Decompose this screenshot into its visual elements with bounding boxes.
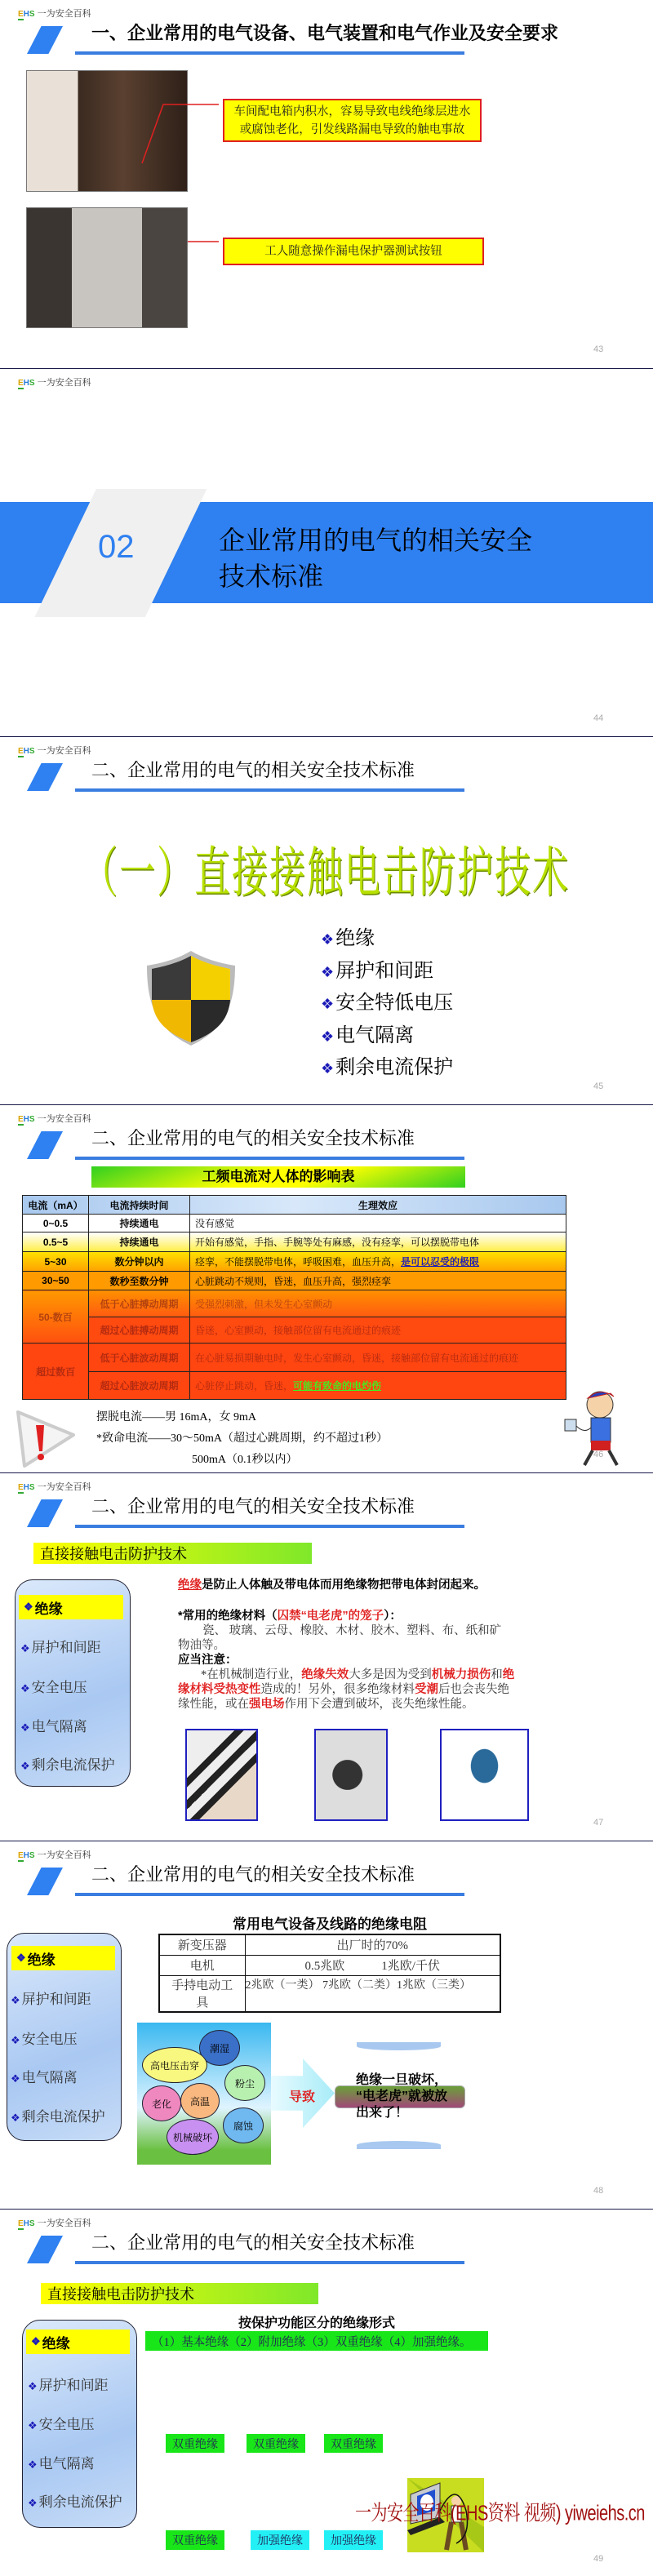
cell-item: 手持电动工具: [159, 1975, 245, 2012]
side-menu-item-insulation-active[interactable]: ❖ 绝缘: [11, 1946, 115, 1970]
section-number: 02: [98, 529, 135, 565]
side-menu-item-isolation[interactable]: ❖ 电气隔离: [11, 2070, 78, 2085]
current-effects-table: [22, 1195, 566, 1400]
section-title-line2: 技术标准: [219, 562, 324, 591]
list-item-isolation: ❖电气隔离: [321, 1024, 415, 1046]
list-item-insulation: ❖绝缘: [321, 928, 375, 949]
cell-effect: 开始有感觉，手指、手腕等处有麻感，没有痉挛，可以摆脱带电体: [190, 1232, 566, 1252]
cell-effect: 在心脏易损期触电时，发生心室颤动，昏迷，接触部位留有电流通过的痕迹: [190, 1344, 566, 1372]
cell-current: 超过数百: [23, 1344, 89, 1400]
side-menu: [22, 2320, 137, 2528]
cell-effect: 没有感觉: [190, 1215, 566, 1232]
double-insulation-box: 双重绝缘: [166, 2530, 224, 2550]
cell-current: 5~30: [23, 1252, 89, 1272]
materials-list: 瓷、 玻璃、云母、橡胶、木材、胶木、塑料、布、纸和矿: [202, 1624, 502, 1637]
slide-45: [0, 736, 653, 1104]
side-menu-item-safe-voltage[interactable]: ❖ 安全电压: [28, 2417, 95, 2432]
slide-48: [0, 1841, 653, 2209]
materials-list-cont: 物油等。: [178, 1639, 225, 1652]
ehs-logo: EHS 一为安全百科: [18, 1850, 91, 1860]
slide-49: [0, 2209, 653, 2576]
result-line: “电老虎”就被放: [356, 2090, 448, 2103]
side-menu-item-insulation-active[interactable]: ❖ 绝缘: [19, 1595, 123, 1619]
cause-dust: 粉尘: [224, 2065, 265, 2101]
cause-humidity: 潮湿: [199, 2030, 240, 2066]
photo-insulating-tubes: [185, 1729, 258, 1821]
page-number: 43: [593, 344, 604, 354]
ehs-logo: EHS 一为安全百科: [18, 9, 91, 19]
side-menu-item-isolation[interactable]: ❖ 电气隔离: [28, 2456, 95, 2472]
table-header: [23, 1196, 566, 1215]
reinforced-insulation-box: 加强绝缘: [324, 2530, 383, 2550]
photo-power-tool: [440, 1729, 529, 1821]
title-accent-shape: [27, 1131, 63, 1159]
cause-corrosion: 腐蚀: [223, 2107, 264, 2143]
side-menu-item-safe-voltage[interactable]: ❖ 安全电压: [11, 2032, 78, 2047]
double-insulation-box: 双重绝缘: [166, 2434, 224, 2453]
result-line: 出来了！: [356, 2106, 409, 2120]
page-number: 48: [593, 2186, 604, 2196]
notice-text: *在机械制造行业，绝缘失效大多是因为受到机械力损伤和绝缘材料受热变性造成的！另外，很多绝缘材料受潮后也会丧失绝缘性能，或在强电场作用下会遭到破坏，丧失绝缘性能。: [178, 1668, 515, 1711]
slide-46: [0, 1104, 653, 1472]
title-underline: [75, 1157, 464, 1160]
cell-value: 出厂时的70%: [245, 1934, 500, 1955]
list-item-rcd: ❖剩余电流保护: [321, 1057, 454, 1078]
table-row: [23, 1372, 566, 1400]
ehs-logo: EHS 一为安全百科: [18, 1114, 91, 1124]
slide-title: 二、企业常用的电气的相关安全技术标准: [91, 1864, 415, 1885]
page-number: 46: [593, 1450, 604, 1459]
cell-value: 2兆欧（一类） 7兆欧（二类）1兆欧（三类）: [245, 1975, 500, 2012]
slide-44: [0, 368, 653, 736]
header-duration: 电流持续时间: [89, 1196, 190, 1215]
page-number: 47: [593, 1818, 604, 1828]
cell-duration: 超过心脏搏动周期: [89, 1317, 190, 1344]
arc-bottom: [357, 2141, 441, 2149]
slide-47: [0, 1472, 653, 1841]
cell-duration: 低于心脏搏动周期: [89, 1290, 190, 1317]
list-item-barrier-distance: ❖屏护和间距: [321, 960, 434, 982]
table-row: [23, 1252, 566, 1272]
warning-triangle-icon: [11, 1402, 78, 1469]
escape-current-note: 摆脱电流——男 16mA，女 9mA: [96, 1411, 256, 1423]
cell-effect: 痉挛，不能摆脱带电体，呼吸困难，血压升高，是可以忍受的极限: [190, 1252, 566, 1272]
table-row: [23, 1232, 566, 1252]
causes-diagram: [137, 2023, 271, 2165]
resistance-table-title: 常用电气设备及线路的绝缘电阻: [233, 1916, 427, 1932]
double-insulation-box: 双重绝缘: [247, 2434, 305, 2453]
cell-duration: 数分钟以内: [89, 1252, 190, 1272]
ehs-logo: EHS 一为安全百科: [18, 378, 91, 388]
callout-test-button: 工人随意操作漏电保护器测试按钮: [223, 238, 484, 265]
side-menu-item-rcd[interactable]: ❖ 剩余电流保护: [28, 2494, 122, 2510]
lethal-current-note-2: 500mA（0.1秒以内）: [192, 1454, 298, 1466]
title-accent-shape: [27, 2236, 63, 2263]
side-menu-item-barrier[interactable]: ❖ 屏护和间距: [20, 1640, 101, 1655]
side-menu-item-isolation[interactable]: ❖ 电气隔离: [20, 1719, 87, 1734]
insulation-resistance-table: [158, 1934, 501, 2013]
topic-banner: 直接接触电击防护技术: [33, 1543, 312, 1564]
reinforced-insulation-box: 加强绝缘: [251, 2530, 309, 2550]
shield-icon: [142, 948, 240, 1050]
cell-current: 0.5~5: [23, 1232, 89, 1252]
section-title-line1: 企业常用的电气的相关安全: [219, 526, 533, 555]
slide-title: 二、企业常用的电气的相关安全技术标准: [91, 1128, 415, 1148]
section-title: [219, 522, 532, 594]
page-number: 49: [593, 2554, 604, 2564]
cell-duration: 持续通电: [89, 1215, 190, 1232]
table-row: [159, 1934, 500, 1955]
cell-value: 0.5兆欧 1兆欧/千伏: [245, 1955, 500, 1975]
cell-effect: 受强烈刺激，但未发生心室颤动: [190, 1290, 566, 1317]
side-menu-item-barrier[interactable]: ❖ 屏护和间距: [11, 1992, 91, 2007]
cell-duration: 超过心脏波动周期: [89, 1372, 190, 1400]
side-menu: [7, 1933, 122, 2141]
list-item-selv: ❖安全特低电压: [321, 993, 454, 1014]
header-effect: 生理效应: [190, 1196, 566, 1215]
side-menu: [15, 1579, 131, 1787]
callout-water-hazard: 车间配电箱内积水，容易导致电线绝缘层进水或腐蚀老化，引发线路漏电导致的触电事故: [223, 99, 482, 142]
slide-title: 二、企业常用的电气的相关安全技术标准: [91, 2232, 415, 2253]
insulation-body: [178, 1578, 521, 1712]
double-insulation-box: 双重绝缘: [324, 2434, 383, 2453]
slide-title: 二、企业常用的电气的相关安全技术标准: [91, 760, 415, 780]
title-accent-shape: [27, 1868, 63, 1895]
cell-item: 新变压器: [159, 1934, 245, 1955]
table-title-banner: 工频电流对人体的影响表: [91, 1166, 465, 1188]
topic-banner: 直接接触电击防护技术: [41, 2283, 318, 2304]
side-menu-item-barrier[interactable]: ❖ 屏护和间距: [28, 2378, 109, 2393]
photo-leakage-protector: [26, 207, 188, 328]
photo-insulated-plug: [314, 1729, 388, 1821]
insulation-definition: 绝缘是防止人体触及带电体而用绝缘物把带电体封闭起来。: [178, 1579, 486, 1592]
arrow-label: 导致: [289, 2090, 316, 2104]
notice-heading: 应当注意：: [178, 1654, 238, 1667]
cell-current: 30~50: [23, 1272, 89, 1290]
slide-title: 二、企业常用的电气的相关安全技术标准: [91, 1496, 415, 1517]
ehs-logo: EHS 一为安全百科: [18, 2218, 91, 2228]
cell-item: 电机: [159, 1955, 245, 1975]
cell-effect: 心脏停止跳动，昏迷，可能有致命的电灼伤: [190, 1372, 566, 1400]
result-line: 绝缘一旦破坏，: [356, 2073, 448, 2087]
title-underline: [75, 788, 464, 792]
cell-current: 0~0.5: [23, 1215, 89, 1232]
page-number: 45: [593, 1081, 604, 1091]
ehs-logo: EHS 一为安全百科: [18, 746, 91, 756]
cause-high-temp: 高温: [180, 2083, 220, 2119]
cell-duration: 数秒至数分钟: [89, 1272, 190, 1290]
table-row: [23, 1215, 566, 1232]
slide-43: [0, 0, 653, 368]
table-row: [23, 1344, 566, 1372]
cell-effect: 昏迷，心室颤动，接触部位留有电流通过的痕迹: [190, 1317, 566, 1344]
cause-aging: 老化: [142, 2085, 181, 2121]
slide-title: 一、企业常用的电气设备、电气装置和电气作业及安全要求: [91, 23, 559, 43]
table-row: [23, 1290, 566, 1317]
header-current: 电流（mA）: [23, 1196, 89, 1215]
side-menu-item-rcd[interactable]: ❖ 剩余电流保护: [11, 2109, 105, 2125]
side-menu-item-safe-voltage[interactable]: ❖ 安全电压: [20, 1680, 87, 1695]
title-accent-shape: [27, 1499, 63, 1527]
cause-mechanical-damage: 机械破坏: [167, 2119, 219, 2155]
table-row: [159, 1955, 500, 1975]
title-underline: [75, 1893, 464, 1896]
lethal-current-note: *致命电流——30～50mA（超过心跳周期，约不超过1秒）: [96, 1432, 388, 1445]
arc-top: [357, 2042, 441, 2050]
cell-duration: 持续通电: [89, 1232, 190, 1252]
table-row: [23, 1317, 566, 1344]
protection-list: [321, 923, 453, 1085]
big-title: （一）直接接触电击防护技术: [82, 843, 570, 904]
table-row: [23, 1272, 566, 1290]
result-text: [356, 2072, 447, 2121]
page-number: 44: [593, 713, 604, 723]
title-underline: [75, 1525, 464, 1528]
insulation-forms-bar: （1）基本绝缘（2）附加绝缘（3）双重绝缘（4）加强绝缘。: [145, 2331, 488, 2351]
table-row: [159, 1975, 500, 2012]
insulation-forms-title: 按保护功能区分的绝缘形式: [238, 2316, 395, 2330]
cell-current: 50-数百: [23, 1290, 89, 1344]
ehs-logo: EHS 一为安全百科: [18, 1482, 91, 1492]
watermark: 一为安全百科(EHS资料 视频) yiweiehs.cn: [355, 2502, 645, 2525]
cause-high-voltage: 高电压击穿: [142, 2047, 207, 2083]
side-menu-item-insulation-active[interactable]: ❖ 绝缘: [26, 2330, 130, 2354]
title-underline: [75, 2261, 464, 2264]
cell-effect: 心脏跳动不规则，昏迷，血压升高，强烈痉挛: [190, 1272, 566, 1290]
materials-heading: *常用的绝缘材料（囚禁“电老虎”的笼子）：: [178, 1610, 402, 1623]
cell-duration: 低于心脏波动周期: [89, 1344, 190, 1372]
side-menu-item-rcd[interactable]: ❖ 剩余电流保护: [20, 1757, 115, 1773]
title-accent-shape: [27, 763, 63, 791]
